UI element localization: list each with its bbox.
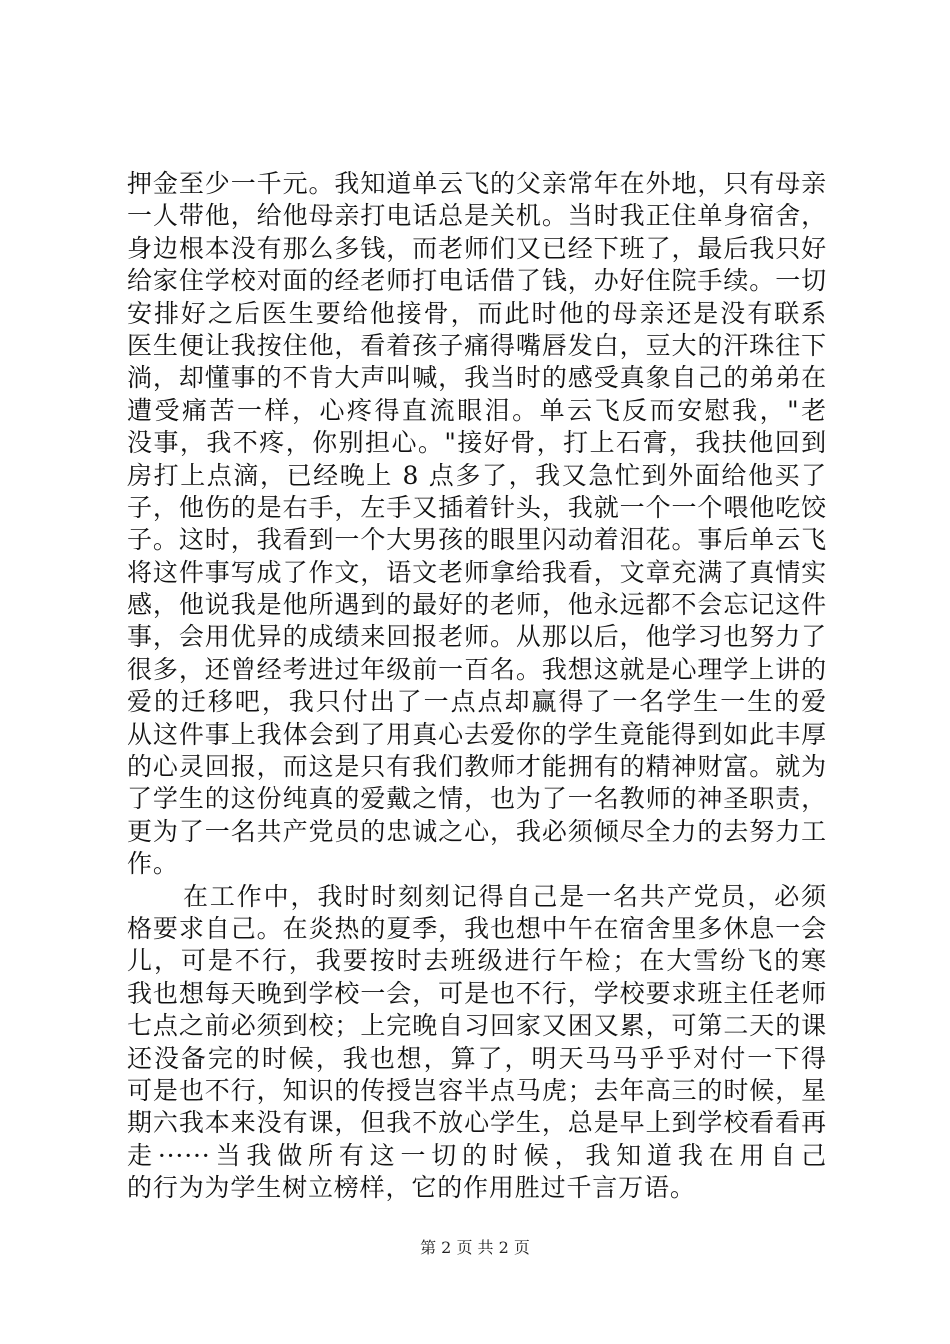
text-line: 押金至少一千元。我知道单云飞的父亲常年在外地，只有母亲 — [127, 169, 827, 198]
text-line: 事，会用优异的成绩来回报老师。从那以后，他学习也努力了 — [127, 622, 827, 652]
text-line: 作。 — [127, 849, 179, 879]
text-line: 期六我本来没有课，但我不放心学生，总是早上到学校看看再 — [127, 1108, 827, 1138]
text-line: 遭受痛苦一样，心疼得直流眼泪。单云飞反而安慰我，"老 — [127, 395, 827, 425]
text-line: 子。这时，我看到一个大男孩的眼里闪动着泪花。事后单云飞 — [127, 525, 827, 555]
text-line: 的心灵回报，而这是只有我们教师才能拥有的精神财富。就为 — [127, 752, 827, 782]
text-line: 将这件事写成了作文，语文老师拿给我看，文章充满了真情实 — [127, 557, 827, 587]
text-line: 一人带他，给他母亲打电话总是关机。当时我正住单身宿舍， — [127, 201, 827, 231]
text-line: 儿，可是不行，我要按时去班级进行午检；在大雪纷飞的寒 — [127, 946, 827, 976]
text-line: 格要求自己。在炎热的夏季，我也想中午在宿舍里多休息一会 — [127, 913, 827, 943]
text-line: 可是也不行，知识的传授岂容半点马虎；去年高三的时候，星 — [127, 1075, 827, 1105]
body-text — [127, 168, 827, 1205]
text-line: 感，他说我是他所遇到的最好的老师，他永远都不会忘记这件 — [127, 590, 827, 620]
text-line: 的行为为学生树立榜样，它的作用胜过千言万语。 — [127, 1173, 696, 1203]
text-line: 房打上点滴，已经晚上 8 点多了，我又急忙到外面给他买了 — [127, 460, 827, 490]
text-line: 安排好之后医生要给他接骨，而此时他的母亲还是没有联系 — [127, 298, 827, 328]
text-line: 医生便让我按住他，看着孩子痛得嘴唇发白，豆大的汗珠往下 — [127, 330, 827, 360]
text-line: 没事，我不疼，你别担心。"接好骨，打上石膏，我扶他回到 — [127, 428, 827, 458]
text-line: 在工作中，我时时刻刻记得自己是一名共产党员，必须 — [183, 881, 827, 911]
text-line: 淌，却懂事的不肯大声叫喊，我当时的感受真象自己的弟弟在 — [127, 363, 827, 393]
page-footer: 第 2 页 共 2 页 — [420, 1238, 530, 1257]
text-line: 还没备完的时候，我也想，算了，明天马马乎乎对付一下得 — [127, 1043, 827, 1073]
text-line: 七点之前必须到校；上完晚自习回家又困又累，可第二天的课 — [127, 1011, 827, 1041]
text-line: 了学生的这份纯真的爱戴之情，也为了一名教师的神圣职责， — [127, 784, 827, 814]
text-line: 我也想每天晚到学校一会，可是也不行，学校要求班主任老师 — [127, 978, 827, 1008]
text-line: 爱的迁移吧，我只付出了一点点却赢得了一名学生一生的爱 — [127, 687, 827, 717]
text-line: 更为了一名共产党员的忠诚之心，我必须倾尽全力的去努力工 — [127, 816, 827, 846]
text-line: 身边根本没有那么多钱，而老师们又已经下班了，最后我只好 — [127, 233, 827, 263]
text-line: 走······当我做所有这一切的时候，我知道我在用自己 — [127, 1140, 827, 1170]
text-line: 从这件事上我体会到了用真心去爱你的学生竟能得到如此丰厚 — [127, 719, 827, 749]
text-line: 子，他伤的是右手，左手又插着针头，我就一个一个喂他吃饺 — [127, 492, 827, 522]
text-line: 很多，还曾经考进过年级前一百名。我想这就是心理学上讲的 — [127, 654, 827, 684]
text-line: 给家住学校对面的经老师打电话借了钱，办好住院手续。一切 — [127, 266, 827, 296]
